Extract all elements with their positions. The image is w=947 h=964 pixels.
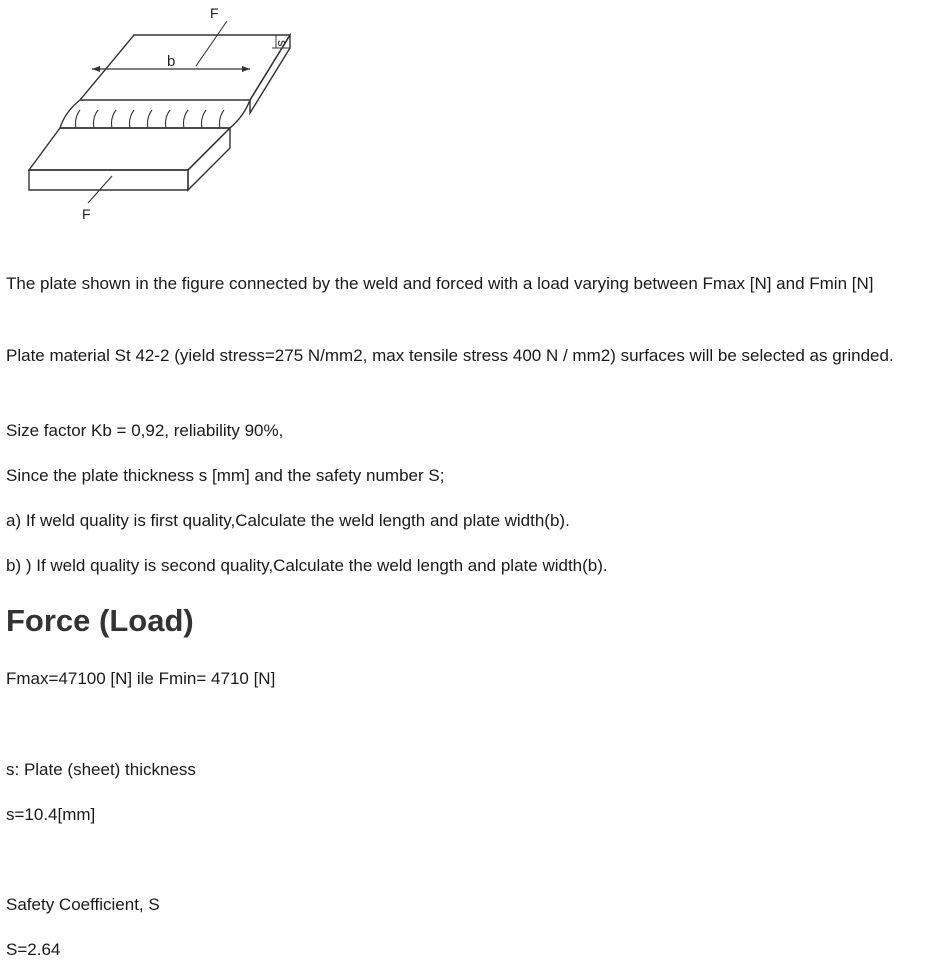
safety-value: S=2.64 bbox=[6, 940, 61, 959]
force-values: Fmax=47100 [N] ile Fmin= 4710 [N] bbox=[6, 669, 276, 688]
question-b: b) ) If weld quality is second quality,Calculate the weld length and plate width(b). bbox=[6, 556, 608, 575]
width-label: b bbox=[167, 53, 176, 70]
problem-size-factor: Size factor Kb = 0,92, reliability 90%, bbox=[6, 421, 284, 440]
weld-ripples bbox=[76, 110, 225, 128]
upper-plate-top-face bbox=[80, 35, 290, 100]
weld-plate-drawing bbox=[20, 0, 310, 232]
question-a: a) If weld quality is first quality,Calculate the weld length and plate width(b). bbox=[6, 511, 570, 530]
problem-intro: The plate shown in the figure connected by the weld and forced with a load varying between Fmax [N] and Fmin [N] bbox=[6, 274, 874, 293]
force-label-top: F bbox=[210, 5, 219, 21]
upper-plate-side bbox=[250, 35, 290, 113]
force-heading: Force (Load) bbox=[6, 603, 194, 638]
force-line-top bbox=[196, 21, 227, 66]
thickness-label: s bbox=[275, 40, 290, 47]
problem-since: Since the plate thickness s [mm] and the safety number S; bbox=[6, 466, 445, 485]
thickness-value: s=10.4[mm] bbox=[6, 805, 96, 824]
width-arrow-left bbox=[92, 66, 100, 72]
thickness-label-text: s: Plate (sheet) thickness bbox=[6, 760, 196, 779]
lower-plate-side bbox=[188, 128, 230, 190]
safety-label: Safety Coefficient, S bbox=[6, 895, 160, 914]
width-arrow-right bbox=[242, 66, 250, 72]
problem-material: Plate material St 42-2 (yield stress=275 N/mm2, max tensile stress 400 N / mm2) surfaces will be selected as grinded. bbox=[6, 346, 894, 365]
force-label-bottom: F bbox=[82, 206, 91, 222]
weld-plate-figure bbox=[20, 0, 310, 232]
lower-plate-top-face bbox=[29, 128, 230, 170]
